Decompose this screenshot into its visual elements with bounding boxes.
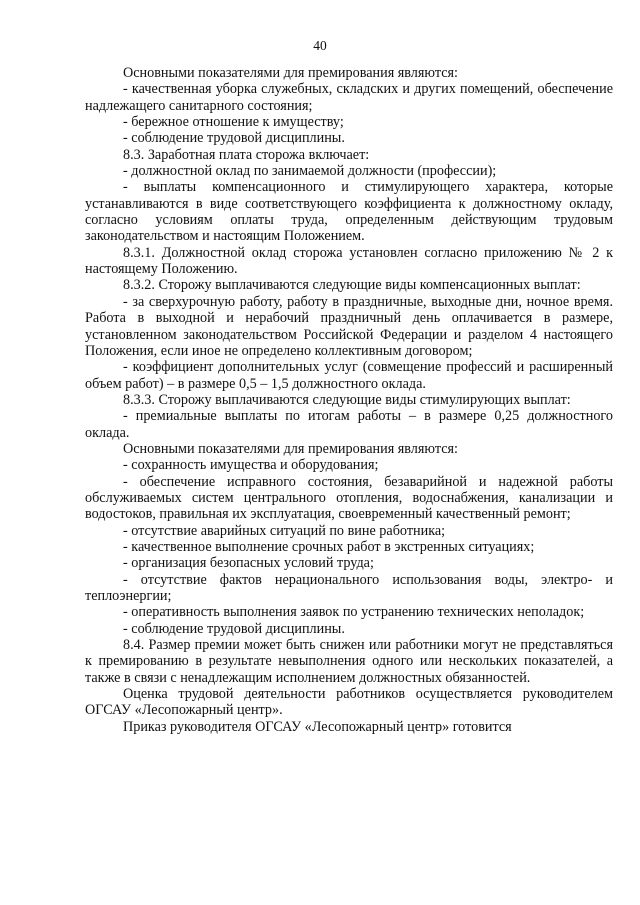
paragraph: - организация безопасных условий труда; bbox=[123, 555, 374, 572]
paragraph: - сохранность имущества и оборудования; bbox=[123, 457, 379, 474]
page-number: 40 bbox=[313, 38, 327, 53]
paragraph: Приказ руководителя ОГСАУ «Лесопожарный центр» готовится bbox=[123, 718, 512, 735]
paragraph: 8.3.2. Сторожу выплачиваются следующие виды компенсационных выплат: bbox=[123, 277, 581, 294]
paragraph: - выплаты компенсационного и стимулирующего характера, которые устанавливаются в виде соответствующего коэффициента к должностному окладу, согласно условиям оплаты труда, определенным действующим трудовым законодательством и настоящим Положением. bbox=[85, 179, 613, 245]
paragraph: 8.4. Размер премии может быть снижен или работники могут не представляться к премированию в результате невыполнения одного или нескольких показателей, а также в связи с ненадлежащим исполнением должностных обязанностей. bbox=[85, 637, 613, 686]
paragraph: 8.3. Заработная плата сторожа включает: bbox=[123, 146, 370, 163]
paragraph: Оценка трудовой деятельности работников осуществляется руководителем ОГСАУ «Лесопожарный центр». bbox=[85, 686, 613, 719]
paragraph: 8.3.1. Должностной оклад сторожа установлен согласно приложению № 2 к настоящему Положению. bbox=[85, 244, 613, 278]
paragraph: - отсутствие фактов нерационального использования воды, электро- и теплоэнергии; bbox=[85, 571, 613, 604]
paragraph: - бережное отношение к имуществу; bbox=[123, 114, 344, 131]
paragraph: Основными показателями для премирования являются: bbox=[123, 440, 458, 457]
paragraph: - премиальные выплаты по итогам работы – в размере 0,25 должностного оклада. bbox=[85, 408, 613, 441]
paragraph: - оперативность выполнения заявок по устранению технических неполадок; bbox=[123, 604, 585, 621]
paragraph: - отсутствие аварийных ситуаций по вине работника; bbox=[123, 522, 446, 539]
paragraph: - за сверхурочную работу, работу в праздничные, выходные дни, ночное время. Работа в выходной и нерабочий праздничный день оплачивается в размере, установленном законодательством Российской Федерации и разделом 4 настоящего Положения, если иное не определено коллективным договором; bbox=[85, 293, 613, 359]
document-body bbox=[85, 65, 613, 735]
paragraph: - коэффициент дополнительных услуг (совмещение профессий и расширенный объем работ) – в размере 0,5 – 1,5 должностного оклада. bbox=[85, 359, 613, 392]
paragraph: - соблюдение трудовой дисциплины. bbox=[123, 620, 345, 637]
paragraph: Основными показателями для премирования являются: bbox=[123, 65, 458, 81]
paragraph: - соблюдение трудовой дисциплины. bbox=[123, 130, 345, 147]
paragraph: - должностной оклад по занимаемой должности (профессии); bbox=[123, 163, 497, 180]
paragraph: 8.3.3. Сторожу выплачиваются следующие виды стимулирующих выплат: bbox=[123, 391, 571, 408]
paragraph: - качественное выполнение срочных работ в экстренных ситуациях; bbox=[123, 538, 535, 555]
paragraph: - обеспечение исправного состояния, безаварийной и надежной работы обслуживаемых систем центрального отопления, водоснабжения, канализации и водостоков, правильная их эксплуатация, своевременный качественный ремонт; bbox=[85, 473, 613, 523]
paragraph: - качественная уборка служебных, складских и других помещений, обеспечение надлежащего санитарного состояния; bbox=[85, 81, 613, 114]
